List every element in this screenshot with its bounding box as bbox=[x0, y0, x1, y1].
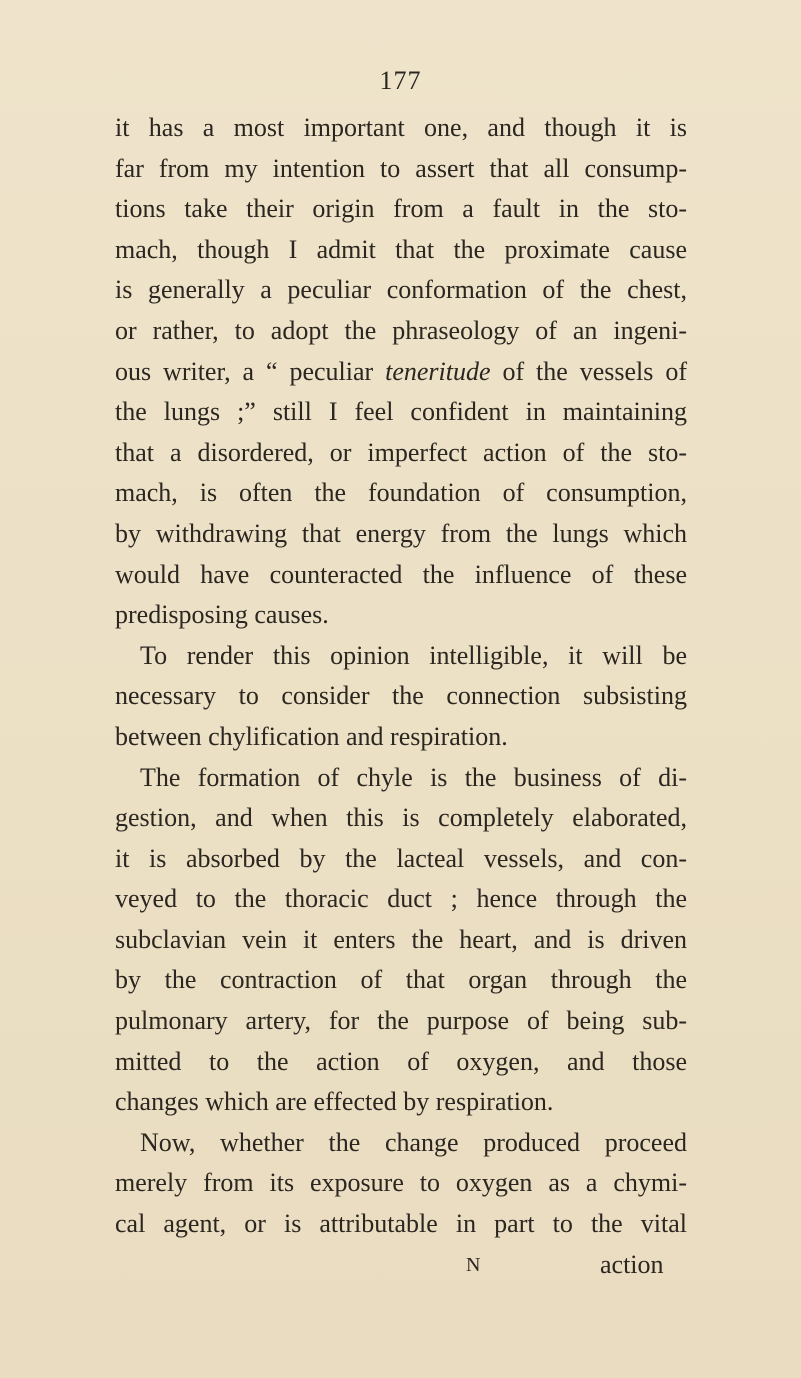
text-line: or rather, to adopt the phraseology of an ingeni- bbox=[115, 315, 687, 345]
paragraph-start-line: To render this opinion intelligible, it will be bbox=[140, 640, 687, 670]
text-line: subclavian vein it enters the heart, and is driven bbox=[115, 924, 687, 954]
text-line: it is absorbed by the lacteal vessels, and con- bbox=[115, 843, 687, 873]
paragraph-start-line: The formation of chyle is the business of di- bbox=[140, 762, 687, 792]
text-line: tions take their origin from a fault in the sto- bbox=[115, 194, 687, 224]
text-line: would have counteracted the influence of these bbox=[115, 559, 687, 589]
italic-term: teneritude bbox=[385, 356, 491, 386]
text-line: merely from its exposure to oxygen as a chymi- bbox=[115, 1168, 687, 1198]
text-line: by the contraction of that organ through the bbox=[115, 965, 687, 995]
signature-mark: N bbox=[466, 1253, 481, 1276]
text-line: changes which are effected by respiration. bbox=[115, 1087, 554, 1117]
text-line: mach, though I admit that the proximate cause bbox=[115, 234, 687, 264]
text-line: mach, is often the foundation of consumption, bbox=[115, 478, 687, 508]
text-line: mitted to the action of oxygen, and those bbox=[115, 1046, 687, 1076]
page-number: 177 bbox=[379, 66, 422, 95]
text-line: is generally a peculiar conformation of the chest, bbox=[115, 275, 687, 305]
text-line: cal agent, or is attributable in part to the vital bbox=[115, 1209, 687, 1239]
text-line: that a disordered, or imperfect action of the sto- bbox=[115, 437, 687, 467]
text-line: it has a most important one, and though it is bbox=[115, 113, 687, 142]
text-line: gestion, and when this is completely elaborated, bbox=[115, 803, 687, 833]
text-line: necessary to consider the connection subsisting bbox=[115, 681, 687, 711]
text-line: between chylification and respiration. bbox=[115, 721, 508, 751]
text-line: veyed to the thoracic duct ; hence through the bbox=[115, 884, 687, 914]
body-text bbox=[0, 108, 801, 1285]
text-line: pulmonary artery, for the purpose of being sub- bbox=[115, 1006, 687, 1036]
text-line: predisposing causes. bbox=[115, 600, 329, 630]
catchword: action bbox=[600, 1249, 664, 1279]
paragraph-start-line: Now, whether the change produced proceed bbox=[140, 1127, 687, 1157]
text-line: far from my intention to assert that all consump- bbox=[115, 153, 687, 183]
text-line: by withdrawing that energy from the lungs which bbox=[115, 518, 687, 548]
footer-line bbox=[0, 1245, 801, 1286]
text-line: ous writer, a “ peculiar teneritude of the vessels of bbox=[115, 356, 687, 386]
text-line: the lungs ;” still I feel confident in maintaining bbox=[115, 397, 687, 427]
